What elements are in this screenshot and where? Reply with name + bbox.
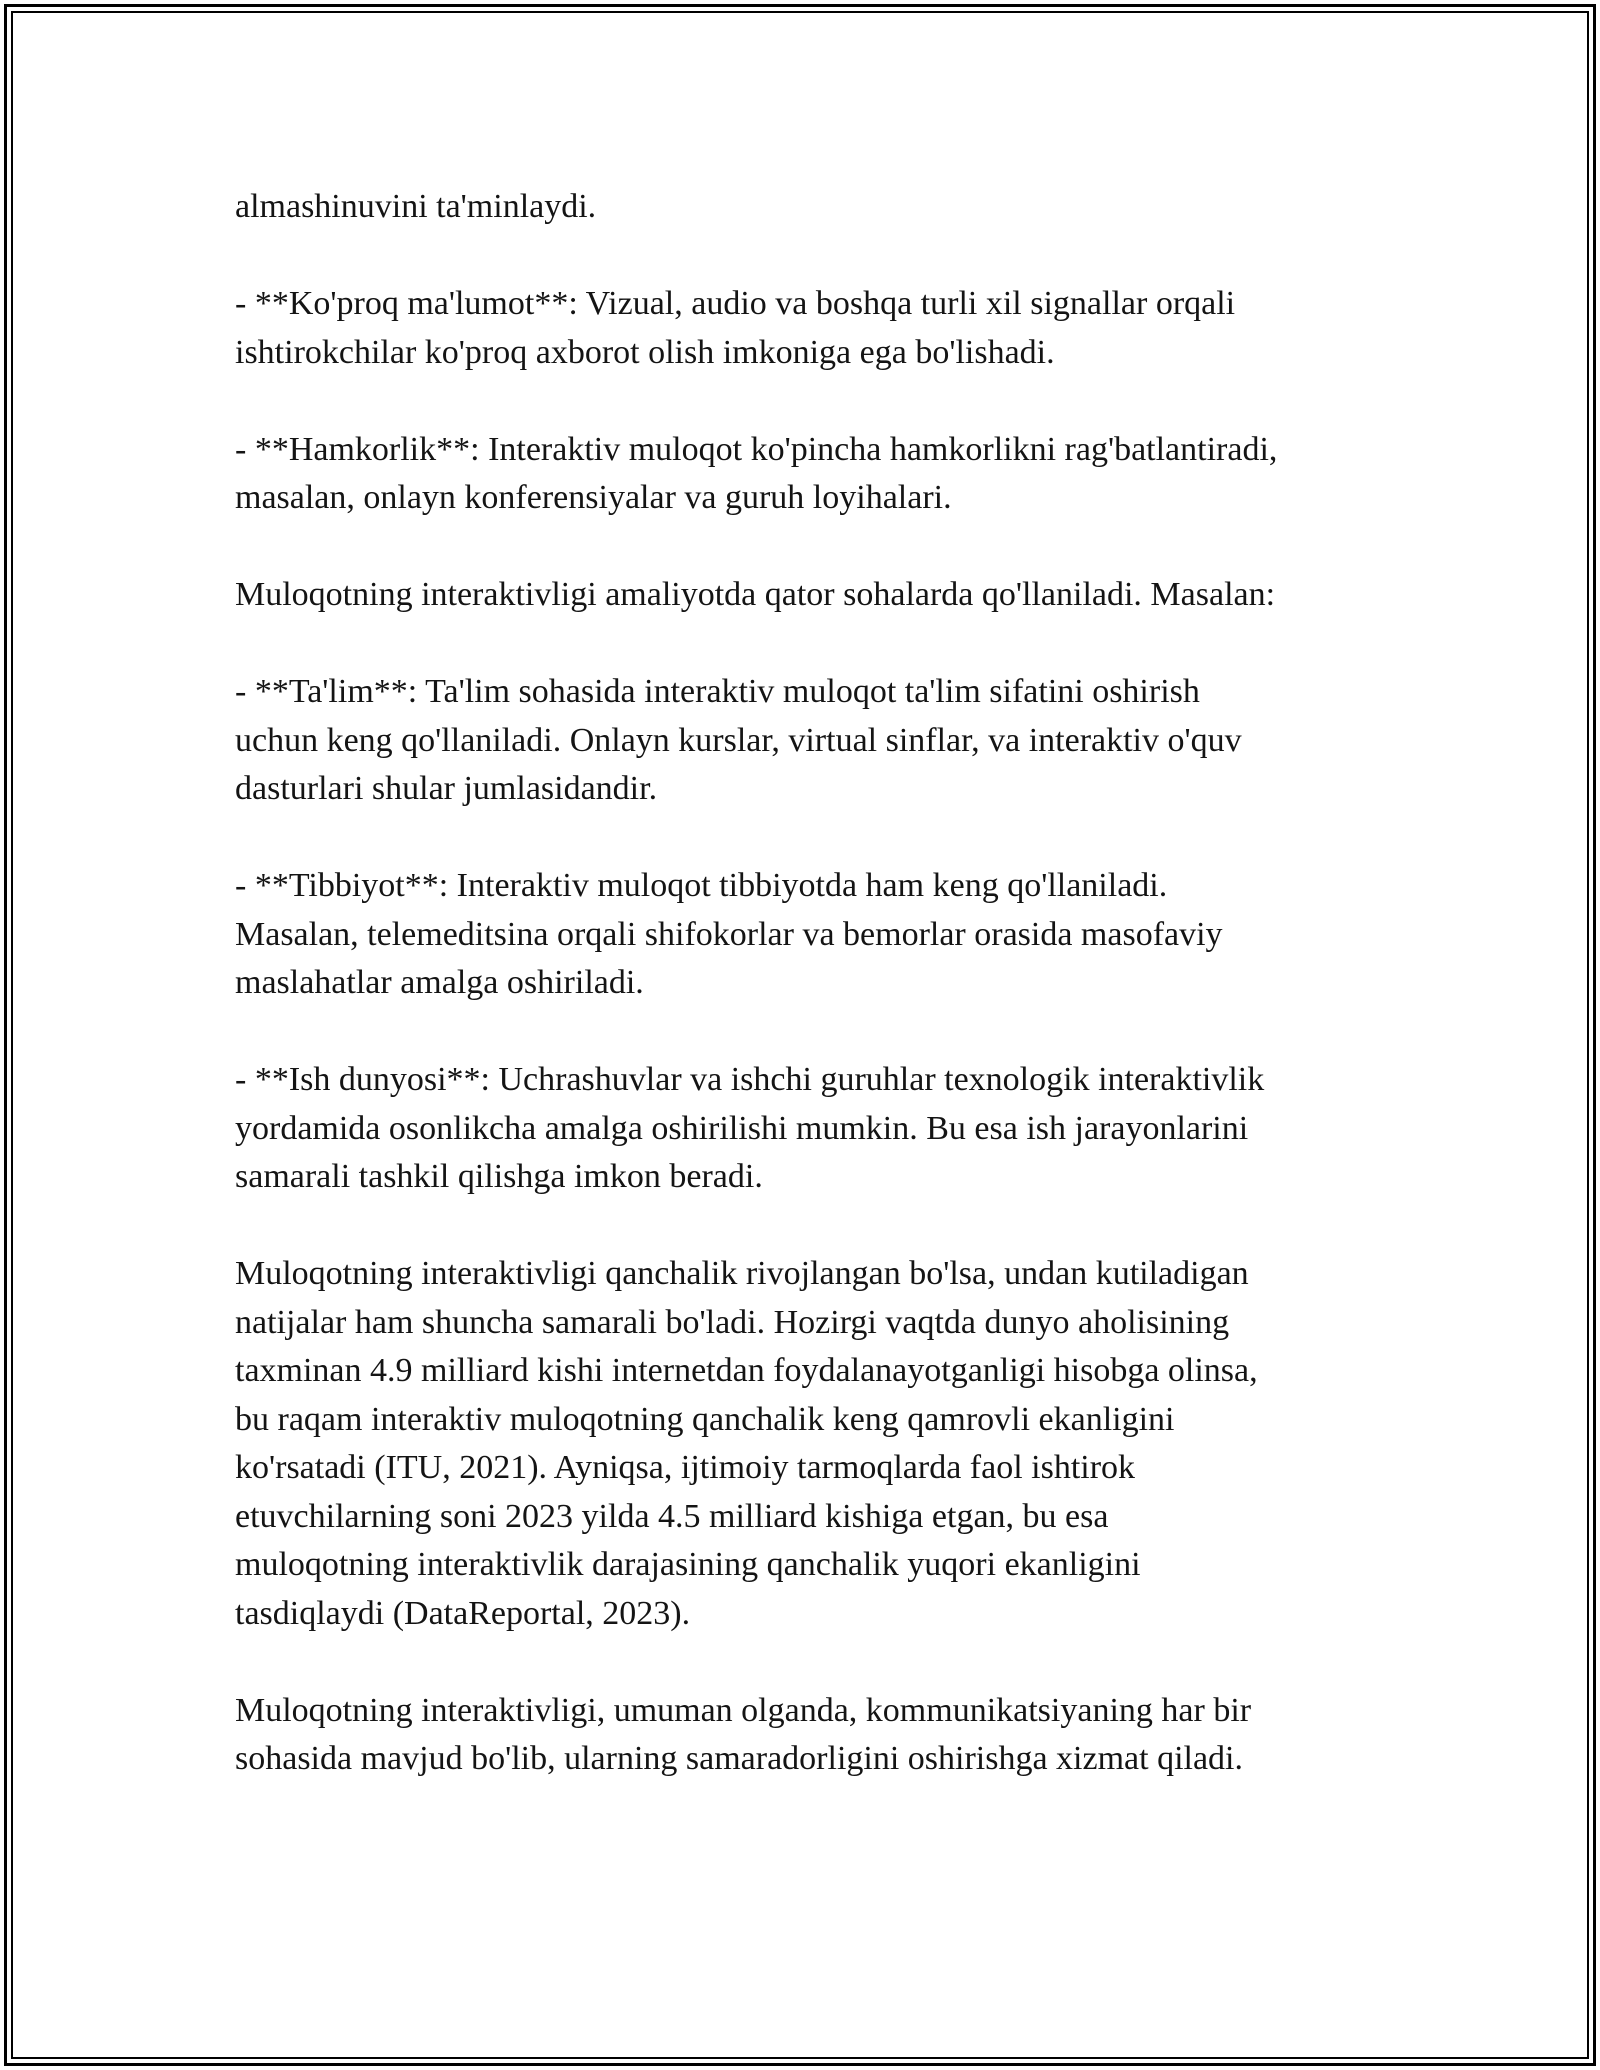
paragraph bbox=[235, 183, 1385, 232]
text-line: Muloqotning interaktivligi, umuman olganda, kommunikatsiyaning har bir bbox=[235, 1691, 1252, 1729]
text-line: ishtirokchilar ko'proq axborot olish imkoniga ega bo'lishadi. bbox=[235, 333, 1055, 371]
text-line: - **Hamkorlik**: Interaktiv muloqot ko'pincha hamkorlikni rag'batlantiradi, bbox=[235, 430, 1278, 468]
text-line: masalan, onlayn konferensiyalar va guruh loyihalari. bbox=[235, 479, 952, 516]
text-line: - **Tibbiyot**: Interaktiv muloqot tibbiyotda ham keng qo'llaniladi. bbox=[235, 867, 1168, 904]
text-line: Muloqotning interaktivligi qanchalik rivojlangan bo'lsa, undan kutiladigan bbox=[235, 1255, 1249, 1292]
text-line: - **Ish dunyosi**: Uchrashuvlar va ishchi guruhlar texnologik interaktivlik bbox=[235, 1061, 1265, 1098]
text-line: yordamida osonlikcha amalga oshirilishi mumkin. Bu esa ish jarayonlarini bbox=[235, 1109, 1249, 1147]
text-line: - **Ko'proq ma'lumot**: Vizual, audio va boshqa turli xil signallar orqali bbox=[235, 285, 1236, 322]
text-line: uchun keng qo'llaniladi. Onlayn kurslar, virtual sinflar, va interaktiv o'quv bbox=[235, 721, 1242, 759]
text-line: maslahatlar amalga oshiriladi. bbox=[235, 964, 644, 1001]
bullet-paragraph-tibbiyot bbox=[235, 862, 1385, 1008]
paragraph bbox=[235, 571, 1385, 620]
text-line: dasturlari shular jumlasidandir. bbox=[235, 770, 658, 807]
bullet-paragraph-hamkorlik bbox=[235, 426, 1385, 523]
bullet-paragraph-ish-dunyosi bbox=[235, 1056, 1385, 1202]
text-line: almashinuvini ta'minlaydi. bbox=[235, 188, 597, 225]
document-body bbox=[235, 183, 1385, 1784]
text-line: natijalar ham shuncha samarali bo'ladi. Hozirgi vaqtda dunyo aholisining bbox=[235, 1303, 1230, 1341]
text-line: Muloqotning interaktivligi amaliyotda qator sohalarda qo'llaniladi. Masalan: bbox=[235, 576, 1276, 613]
paragraph bbox=[235, 1687, 1385, 1784]
text-line: tasdiqlaydi (DataReportal, 2023). bbox=[235, 1594, 691, 1632]
text-line: sohasida mavjud bo'lib, ularning samaradorligini oshirishga xizmat qiladi. bbox=[235, 1740, 1243, 1777]
text-line: ko'rsatadi (ITU, 2021). Ayniqsa, ijtimoiy tarmoqlarda faol ishtirok bbox=[235, 1449, 1136, 1486]
bullet-paragraph-koproq-malumot bbox=[235, 280, 1385, 377]
text-line: taxminan 4.9 milliard kishi internetdan foydalanayotganligi hisobga olinsa, bbox=[235, 1352, 1258, 1389]
text-line: - **Ta'lim**: Ta'lim sohasida interaktiv muloqot ta'lim sifatini oshirish bbox=[235, 673, 1200, 710]
paragraph bbox=[235, 1250, 1385, 1638]
text-line: samarali tashkil qilishga imkon beradi. bbox=[235, 1158, 763, 1195]
text-line: etuvchilarning soni 2023 yilda 4.5 milliard kishiga etgan, bu esa bbox=[235, 1497, 1109, 1535]
text-line: bu raqam interaktiv muloqotning qanchalik keng qamrovli ekanligini bbox=[235, 1400, 1175, 1438]
bullet-paragraph-talim bbox=[235, 668, 1385, 814]
text-line: Masalan, telemeditsina orqali shifokorlar va bemorlar orasida masofaviy bbox=[235, 915, 1223, 953]
text-line: muloqotning interaktivlik darajasining qanchalik yuqori ekanligini bbox=[235, 1546, 1141, 1583]
